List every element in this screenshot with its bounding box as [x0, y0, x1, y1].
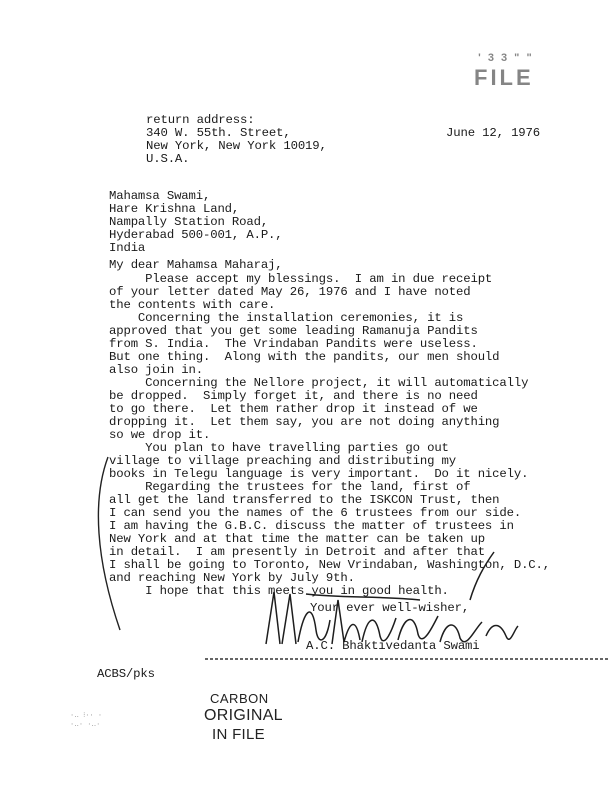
body-line: and reaching New York by July 9th.: [109, 571, 355, 585]
body-line: I can send you the names of the 6 trustees from our side.: [109, 506, 522, 520]
body-line: the contents with care.: [109, 298, 276, 312]
recipient-line4: Hyderabad 500-001, A.P.,: [109, 228, 283, 242]
recipient-line5: India: [109, 241, 146, 255]
body-line: But one thing. Along with the pandits, our men should: [109, 350, 500, 364]
body-line: books in Telegu language is very important. Do it nicely.: [109, 467, 529, 481]
body-line: dropping it. Let them say, you are not doing anything: [109, 415, 500, 429]
return-address-line1: 340 W. 55th. Street,: [146, 126, 291, 140]
file-stamp-top: ' 3 3 " ": [478, 52, 534, 64]
body-line: Regarding the trustees for the land, first of: [109, 480, 471, 494]
smudge-mark: ·‥ ⁝·· · ·‥· ·‥·: [70, 712, 103, 729]
carbon-stamp-line1: CARBON: [210, 691, 269, 706]
body-line: to go there. Let them rather drop it instead of we: [109, 402, 478, 416]
return-address-line3: U.S.A.: [146, 152, 190, 166]
file-stamp-main: FILE: [474, 65, 534, 90]
body-line: so we drop it.: [109, 428, 211, 442]
body-line: also join in.: [109, 363, 203, 377]
recipient-line3: Nampally Station Road,: [109, 215, 269, 229]
body-line: Concerning the Nellore project, it will automatically: [109, 376, 529, 390]
return-address-line2: New York, New York 10019,: [146, 139, 327, 153]
return-address-label: return address:: [146, 113, 255, 127]
recipient-line2: Hare Krishna Land,: [109, 202, 240, 216]
body-line: New York and at that time the matter can be taken up: [109, 532, 485, 546]
handwritten-signature: [266, 552, 518, 644]
typist-initials: ACBS/pks: [97, 667, 155, 681]
carbon-stamp-line3: IN FILE: [212, 726, 265, 743]
carbon-stamp-line2: ORIGINAL: [204, 707, 283, 724]
body-line: I hope that this meets you in good health.: [109, 584, 449, 598]
body-line: Please accept my blessings. I am in due receipt: [109, 272, 493, 286]
margin-bracket-mark: [98, 457, 120, 630]
body-line: approved that you get some leading Ramanuja Pandits: [109, 324, 478, 338]
body-line: of your letter dated May 26, 1976 and I have noted: [109, 285, 471, 299]
body-line: in detail. I am presently in Detroit and after that: [109, 545, 485, 559]
signature-name: A.C. Bhaktivedanta Swami: [306, 639, 480, 653]
closing: Your ever well-wisher,: [310, 601, 470, 615]
body-line: I am having the G.B.C. discuss the matter of trustees in: [109, 519, 514, 533]
salutation: My dear Mahamsa Maharaj,: [109, 258, 283, 272]
body-line: village to village preaching and distributing my: [109, 454, 457, 468]
body-line: You plan to have travelling parties go out: [109, 441, 449, 455]
body-line: be dropped. Simply forget it, and there is no need: [109, 389, 478, 403]
letter-date: June 12, 1976: [446, 126, 540, 140]
body-line: I shall be going to Toronto, New Vrindaban, Washington, D.C.,: [109, 558, 550, 572]
body-line: from S. India. The Vrindaban Pandits were useless.: [109, 337, 478, 351]
recipient-line1: Mahamsa Swami,: [109, 189, 211, 203]
body-line: Concerning the installation ceremonies, it is: [109, 311, 464, 325]
body-line: all get the land transferred to the ISKCON Trust, then: [109, 493, 500, 507]
